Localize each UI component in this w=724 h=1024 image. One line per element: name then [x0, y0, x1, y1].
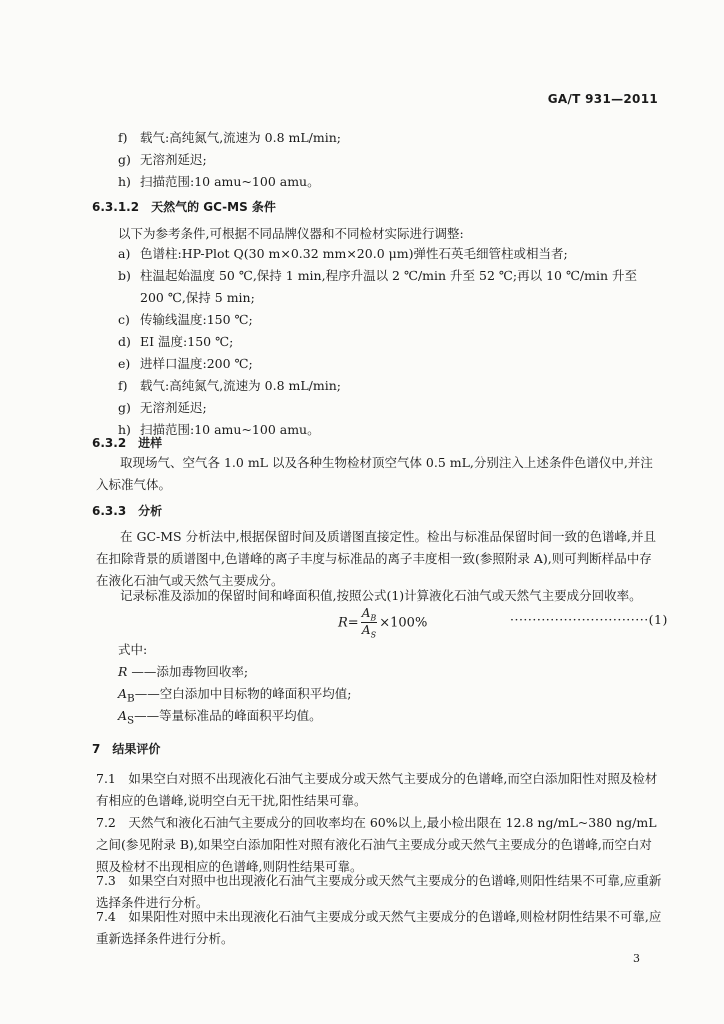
section-heading-7: 7 结果评价 — [92, 742, 161, 756]
standard-number: GA/T 931—2011 — [547, 92, 658, 106]
section-heading-6-3-1-2: 6.3.1.2 天然气的 GC-MS 条件 — [92, 200, 276, 214]
section-intro: 以下为参考条件,可根据不同品牌仪器和不同检材实际进行调整: — [118, 226, 464, 241]
list-item — [118, 398, 207, 416]
list-marker: c) — [118, 312, 130, 327]
equation-number: ·······························(1) — [510, 612, 668, 627]
list-item — [118, 266, 637, 284]
list-item — [118, 376, 341, 394]
list-text: 载气:高纯氮气,流速为 0.8 mL/min; — [140, 378, 341, 393]
variable-definition: $A_S——$等量标准品的峰面积平均值。 — [118, 708, 322, 727]
where-label: 式中: — [118, 642, 148, 657]
list-text: 扫描范围:10 amu~100 amu。 — [140, 422, 320, 437]
list-marker: g) — [118, 152, 131, 167]
paragraph: 在 GC-MS 分析法中,根据保留时间及质谱图直接定性。检出与标准品保留时间一致的色谱峰,并且在扣除背景的质谱图中,色谱峰的离子丰度与标准品的离子丰度相一致(参照附录 A),则可判断样品中存在液化石油气或天然气主要成分。 — [96, 529, 657, 588]
list-text: 柱温起始温度 50 ℃,保持 1 min,程序升温以 2 ℃/min 升至 52 ℃;再以 10 ℃/min 升至 — [140, 268, 638, 283]
list-text: 传输线温度:150 ℃; — [140, 312, 253, 327]
paragraph-7-3: 7.3 如果空白对照中也出现液化石油气主要成分或天然气主要成分的色谱峰,则阳性结果不可靠,应重新选择条件进行分析。 — [96, 873, 662, 910]
list-text: 无溶剂延迟; — [140, 152, 207, 167]
list-marker: a) — [118, 246, 131, 261]
paragraph: 取现场气、空气各 1.0 mL 以及各种生物检材顶空气体 0.5 mL,分别注入上述条件色谱仪中,并注入标准气体。 — [96, 455, 653, 492]
variable-definition: R ——添加毒物回收率; — [118, 664, 249, 679]
list-item — [118, 128, 341, 146]
list-marker: b) — [118, 268, 131, 283]
page-number: 3 — [633, 952, 640, 965]
section-heading-6-3-2: 6.3.2 进样 — [92, 436, 163, 450]
list-marker: h) — [118, 174, 131, 189]
list-text: 扫描范围:10 amu~100 amu。 — [140, 174, 320, 189]
section-heading-6-3-3: 6.3.3 分析 — [92, 504, 163, 518]
list-marker: d) — [118, 334, 131, 349]
list-item — [118, 354, 253, 372]
variable-definition: $A_B——$空白添加中目标物的峰面积平均值; — [118, 686, 352, 705]
list-text: 载气:高纯氮气,流速为 0.8 mL/min; — [140, 130, 341, 145]
list-text: EI 温度:150 ℃; — [140, 334, 234, 349]
list-marker: f) — [118, 378, 128, 393]
list-item — [118, 172, 320, 190]
paragraph-7-1: 7.1 如果空白对照不出现液化石油气主要成分或天然气主要成分的色谱峰,而空白添加阳性对照及检材有相应的色谱峰,说明空白无干扰,阳性结果可靠。 — [96, 771, 658, 808]
fraction — [361, 606, 378, 640]
list-item — [118, 332, 233, 350]
fraction-numerator: $A_B$ — [361, 606, 377, 623]
list-text: 色谱柱:HP-Plot Q(30 m×0.32 mm×20.0 μm)弹性石英毛细管柱或相当者; — [140, 246, 568, 261]
fraction-denominator: $A_S$ — [361, 623, 377, 640]
equation-tail: ×100% — [379, 615, 428, 631]
list-text: 200 ℃,保持 5 min; — [140, 290, 255, 305]
paragraph: 记录标准及添加的保留时间和峰面积值,按照公式(1)计算液化石油气或天然气主要成分回收率。 — [120, 588, 642, 603]
list-item — [118, 244, 568, 262]
list-text: 进样口温度:200 ℃; — [140, 356, 253, 371]
list-marker: e) — [118, 356, 131, 371]
equation — [338, 606, 427, 640]
list-text: 无溶剂延迟; — [140, 400, 207, 415]
paragraph-7-4: 7.4 如果阳性对照中未出现液化石油气主要成分或天然气主要成分的色谱峰,则检材阴性结果不可靠,应重新选择条件进行分析。 — [96, 909, 662, 946]
list-marker: h) — [118, 422, 131, 437]
paragraph-7-2: 7.2 天然气和液化石油气主要成分的回收率均在 60%以上,最小检出限在 12.8 ng/mL~380 ng/mL之间(参见附录 B),如果空白添加阳性对照有液化石油气主要成分或天然气主要成分的色谱峰,而空白对照及检材不出现相应的色谱峰,则阴性结果可靠。 — [96, 815, 657, 874]
list-item — [118, 310, 253, 328]
list-marker: f) — [118, 130, 128, 145]
list-item — [118, 150, 207, 168]
list-item-continued — [118, 288, 255, 306]
list-marker: g) — [118, 400, 131, 415]
equation-lhs: R= — [338, 615, 359, 631]
